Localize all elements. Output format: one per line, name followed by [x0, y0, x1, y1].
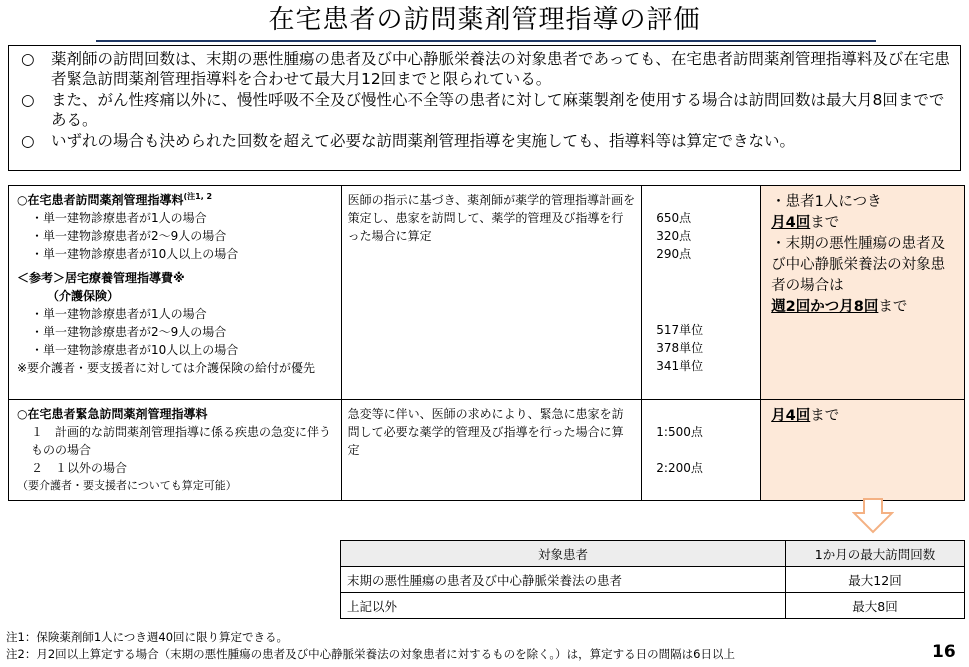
fee-item: １ 計画的な訪問薬剤管理指導に係る疾患の急変に伴うものの場合 [31, 425, 332, 457]
table-cell: 最大8回 [786, 593, 965, 619]
fee-points-cell [642, 400, 761, 501]
points-value: 290点 [656, 247, 692, 261]
reference-subheading: （介護保険） [47, 289, 120, 303]
limit-line: 月4回まで [771, 215, 840, 231]
fee-heading: ○在宅患者緊急訪問薬剤管理指導料 [17, 407, 208, 421]
table-row [341, 567, 965, 593]
summary-point [21, 131, 950, 151]
points-value: 320点 [656, 229, 692, 243]
fee-item: ・単一建物診療患者が10人以上の場合 [31, 247, 239, 261]
circle-bullet-icon: ○ [21, 91, 35, 109]
table-row [9, 186, 965, 400]
summary-point [21, 49, 950, 89]
footnotes [6, 629, 926, 663]
limit-line: ・末期の悪性腫瘍の患者及び中心静脈栄養法の対象患者の場合は [771, 236, 946, 294]
limit-line: ・患者1人につき [771, 194, 882, 210]
title-underline [96, 40, 876, 42]
fee-points-cell [642, 186, 761, 400]
points-value: 1:500点 [656, 425, 703, 439]
visit-limit-cell [761, 400, 965, 501]
table-cell: 上記以外 [341, 593, 786, 619]
fee-heading: ○在宅患者訪問薬剤管理指導料$^{(注1, 2}$ [17, 192, 213, 207]
down-arrow-icon [852, 498, 894, 534]
fee-item: ・単一建物診療患者が2～9人の場合 [31, 325, 227, 339]
fee-name-cell [9, 186, 342, 400]
units-value: 341単位 [656, 359, 704, 373]
reference-note: ※要介護者・要支援者に対しては介護保険の給付が優先 [17, 361, 316, 375]
footnote: 注1：保険薬剤師1人につき週40回に限り算定できる。 [6, 630, 289, 644]
fee-item: ・単一建物診療患者が10人以上の場合 [31, 343, 239, 357]
summary-point [21, 90, 950, 130]
fee-item: ・単一建物診療患者が1人の場合 [31, 211, 207, 225]
footnote-ref: (注1, 2 [183, 192, 213, 201]
table-row [341, 593, 965, 619]
fee-table [8, 185, 965, 501]
fee-description: 急変等に伴い、医師の求めにより、緊急に患家を訪問して必要な薬学的管理及び指導を行った場合に算定 [341, 400, 642, 501]
visit-limit-cell [761, 186, 965, 400]
units-value: 378単位 [656, 341, 704, 355]
visit-limit-table [340, 540, 965, 619]
points-value: 650点 [656, 211, 692, 225]
column-header: 対象患者 [341, 541, 786, 567]
table-cell: 末期の悪性腫瘍の患者及び中心静脈栄養法の患者 [341, 567, 786, 593]
units-value: 517単位 [656, 323, 704, 337]
summary-box [8, 45, 961, 171]
footnote: 注2：月2回以上算定する場合（末期の悪性腫瘍の患者及び中心静脈栄養法の対象患者に対するものを除く。）は，算定する日の間隔は6日以上 [6, 647, 735, 661]
fee-item: ・単一建物診療患者が2～9人の場合 [31, 229, 227, 243]
table-header-row [341, 541, 965, 567]
circle-bullet-icon: ○ [21, 132, 35, 150]
fee-description: 医師の指示に基づき、薬剤師が薬学的管理指導計画を策定し、患家を訪問して、薬学的管理及び指導を行った場合に算定 [341, 186, 642, 400]
page-title: 在宅患者の訪問薬剤管理指導の評価 [268, 5, 701, 35]
fee-name-cell [9, 400, 342, 501]
circle-bullet-icon: ○ [21, 50, 35, 68]
summary-text: いずれの場合も決められた回数を超えて必要な訪問薬剤管理指導を実施しても、指導料等は算定できない。 [51, 132, 796, 150]
limit-line: 月4回まで [771, 408, 840, 424]
fee-item: ２ １以外の場合 [31, 461, 128, 475]
limit-line: 週2回かつ月8回まで [771, 299, 908, 315]
summary-text: また、がん性疼痛以外に、慢性呼吸不全及び慢性心不全等の患者に対して麻薬製剤を使用する場合は訪問回数は最大月8回までである。 [51, 91, 945, 129]
fee-item-note: （要介護者・要支援者についても算定可能） [17, 479, 237, 492]
summary-text: 薬剤師の訪問回数は、末期の悪性腫瘍の患者及び中心静脈栄養法の対象患者であっても、在宅患者訪問薬剤管理指導料及び在宅患者緊急訪問薬剤管理指導料を合わせて最大月12回までと限られている。 [51, 50, 950, 88]
fee-item: ・単一建物診療患者が1人の場合 [31, 307, 207, 321]
table-row [9, 400, 965, 501]
page-number: 16 [932, 642, 956, 662]
points-value: 2:200点 [656, 461, 703, 475]
column-header: 1か月の最大訪問回数 [786, 541, 965, 567]
table-cell: 最大12回 [786, 567, 965, 593]
reference-heading: ＜参考＞居宅療養管理指導費※ [17, 271, 185, 285]
